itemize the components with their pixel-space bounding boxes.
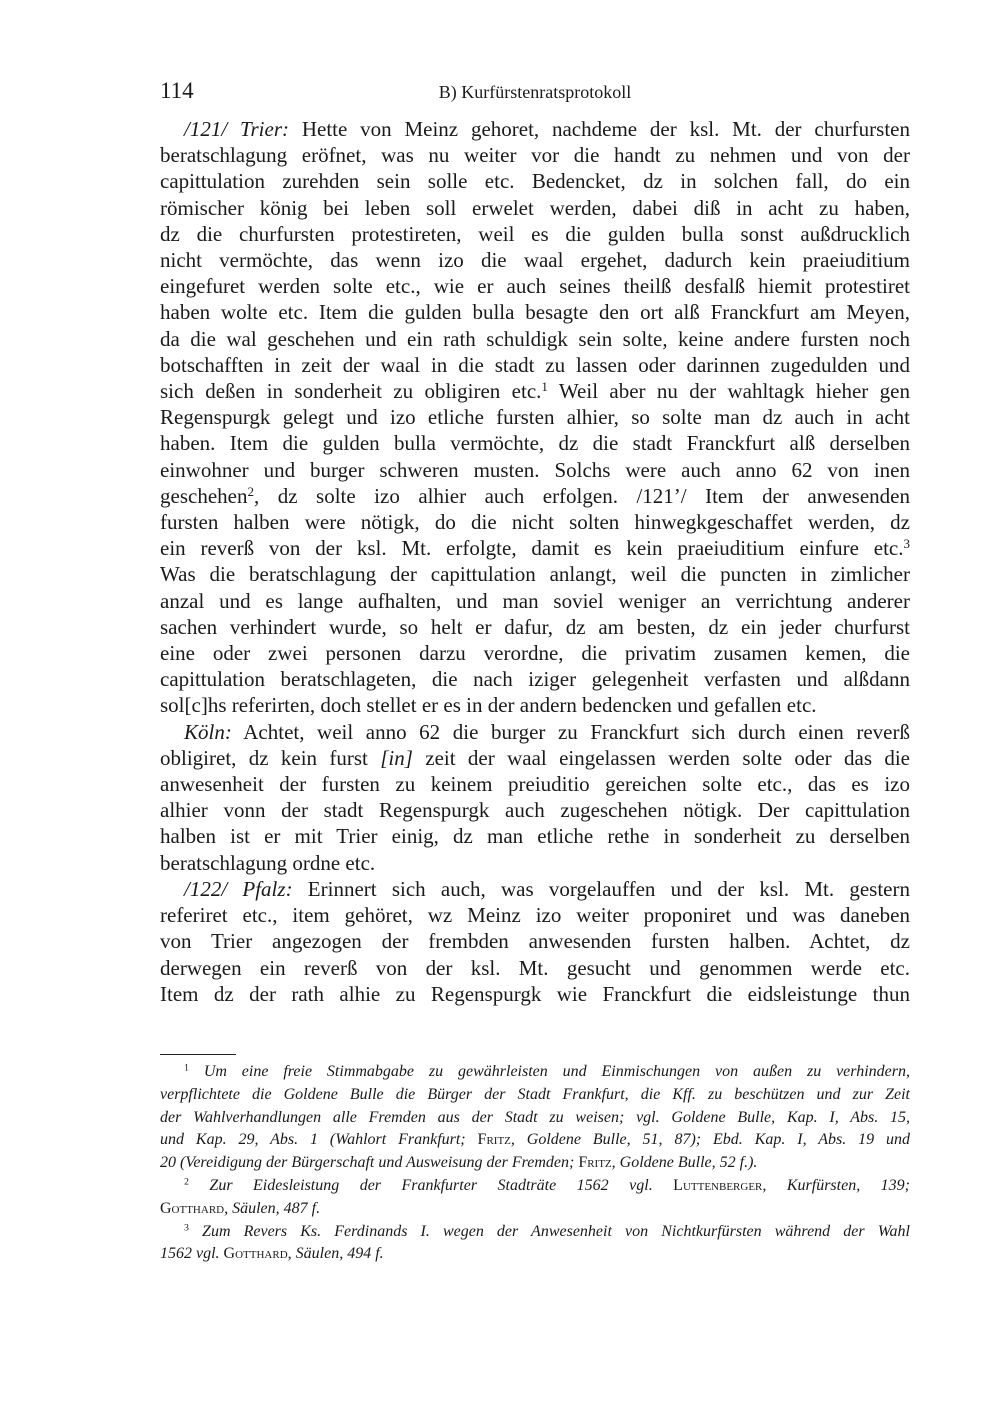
- text-segment: sachen verhindert wurde, so helt er dafur, dz am besten, dz ein jeder churfurst: [160, 614, 910, 639]
- text-segment: Gotthard: [160, 1199, 225, 1217]
- text-line: [160, 352, 910, 378]
- text-line: [160, 955, 910, 981]
- text-segment: Erinnert sich auch, was vorgelauffen und der ksl. Mt. gestern: [292, 876, 910, 901]
- text-line: [160, 719, 910, 745]
- text-segment: /121/ Trier:: [184, 117, 290, 141]
- text-segment: Fritz: [578, 1154, 612, 1172]
- page-number: 114: [160, 78, 194, 103]
- text-segment: von Trier angezogen der frembden anwesenden fursten halben. Achtet, dz: [160, 929, 910, 954]
- text-line: [160, 928, 910, 954]
- text-line: [160, 483, 910, 509]
- text-line: [160, 692, 910, 718]
- text-line: [160, 1152, 910, 1175]
- text-segment: derwegen ein reverß von der ksl. Mt. gesucht und genommen werde etc.: [160, 955, 910, 980]
- paragraph: [160, 116, 910, 719]
- text-line: [160, 666, 910, 692]
- text-segment: eine oder zwei personen darzu verordne, die privatim zusamen kemen, die: [160, 641, 910, 666]
- text-segment: Um eine freie Stimmabgabe zu gewährleisten und Einmischungen von außen zu verhindern,: [188, 1063, 910, 1080]
- footnote: [160, 1175, 910, 1221]
- text-line: [160, 116, 910, 142]
- text-line: [160, 1129, 910, 1152]
- paragraph: [160, 876, 910, 1007]
- text-line: [160, 588, 910, 614]
- text-segment: da die wal geschehen und ein rath schuldigk sein solte, keine andere fursten noch: [160, 326, 910, 351]
- text-line: [160, 823, 910, 849]
- footnote-marker: 2: [247, 483, 254, 499]
- text-segment: , Goldene Bulle, 52 f.).: [611, 1154, 758, 1172]
- text-segment: , dz solte izo alhier auch erfolgen. /121’/ Item der anwesenden: [253, 483, 910, 508]
- text-segment: , Kurfürsten, 139;: [762, 1176, 911, 1194]
- text-line: [160, 326, 910, 352]
- text-segment: , Säulen, 494 f.: [287, 1245, 384, 1263]
- text-segment: Achtet, weil anno 62 die burger zu Franckfurt sich durch einen reverß: [231, 719, 910, 744]
- text-line: [160, 1107, 910, 1130]
- text-segment: Item dz der rath alhie zu Regenspurgk wie Franckfurt die eidsleistunge thun: [160, 981, 910, 1006]
- text-line: [160, 1243, 910, 1266]
- footnote-marker: 3: [903, 536, 910, 552]
- text-line: [160, 981, 910, 1007]
- text-segment: Weil aber nu der wahltagk hieher gen: [547, 379, 910, 404]
- text-segment: und Kap. 29, Abs. 1 (Wahlort Frankfurt;: [160, 1131, 478, 1149]
- text-line: [160, 1221, 910, 1244]
- text-segment: Fritz: [477, 1131, 511, 1149]
- text-segment: zeit der waal eingelassen werden solte oder das die: [412, 745, 910, 770]
- text-line: [160, 535, 910, 561]
- text-segment: botschafften in zeit der waal in die stadt zu lassen oder darinnen zugedulden und: [160, 352, 910, 377]
- text-line: [160, 614, 910, 640]
- text-segment: beratschlagung ordne etc.: [160, 850, 376, 875]
- text-segment: , Goldene Bulle, 51, 87); Ebd. Kap. I, Abs. 19 und: [510, 1131, 911, 1149]
- footnote-marker: 2: [184, 1176, 189, 1188]
- text-segment: sol[c]hs referirten, doch stellet er es in der andern bedencken und gefallen etc.: [160, 693, 817, 718]
- main-text: [160, 116, 910, 1007]
- text-segment: [in]: [380, 745, 413, 770]
- text-segment: Hette von Meinz gehoret, nachdeme der ksl. Mt. der churfursten: [289, 117, 910, 141]
- text-segment: Luttenberger: [673, 1176, 763, 1194]
- text-segment: fursten halben were nötigk, do die nicht solten hinwegkgeschaffet werden, dz: [160, 510, 910, 535]
- text-line: [160, 797, 910, 823]
- text-line: [160, 195, 910, 221]
- text-segment: nicht vermöchte, das wenn izo die waal ergehet, dadurch kein praeiuditium: [160, 248, 910, 273]
- text-line: [160, 247, 910, 273]
- text-segment: Zum Revers Ks. Ferdinands I. wegen der Anwesenheit von Nichtkurfürsten während der Wahl: [188, 1222, 910, 1240]
- text-line: [160, 640, 910, 666]
- text-segment: halben ist er mit Trier einig, dz man etliche rethe in sonderheit zu derselben: [160, 824, 910, 849]
- text-segment: capittulation zurehden sein solle etc. Bedencket, dz in solchen fall, do ein: [160, 169, 910, 194]
- text-segment: Regenspurgk gelegt und izo etliche fursten alhier, so solte man dz auch in acht: [160, 405, 910, 430]
- text-line: [160, 771, 910, 797]
- text-segment: /122/ Pfalz:: [184, 876, 293, 901]
- footnotes: [160, 1061, 910, 1266]
- text-segment: Gotthard: [223, 1245, 288, 1263]
- text-segment: referiret etc., item gehöret, wz Meinz izo weiter proponiret und was daneben: [160, 903, 910, 928]
- text-line: [160, 142, 910, 168]
- text-line: [160, 430, 910, 456]
- text-segment: ein reverß von der ksl. Mt. erfolgte, damit es kein praeiuditium einfure etc.: [160, 536, 904, 561]
- text-segment: sich deßen in sonderheit zu obligiren etc.: [160, 379, 542, 404]
- text-line: [160, 745, 910, 771]
- text-line: [160, 876, 910, 902]
- text-line: [160, 457, 910, 483]
- text-segment: römischer könig bei leben soll erwelet werden, dabei diß in acht zu haben,: [160, 195, 910, 220]
- text-segment: der Wahlverhandlungen alle Fremden aus der Stadt zu weisen; vgl. Goldene Bulle, Kap. I, Abs. 15,: [160, 1108, 910, 1126]
- text-line: [160, 378, 910, 404]
- footnote-marker: 1: [541, 378, 548, 394]
- text-segment: alhier vonn der stadt Regenspurgk auch zugeschehen nötigk. Der capittulation: [160, 798, 910, 823]
- text-line: [160, 509, 910, 535]
- running-title: B) Kurfürstenratsprotokoll: [438, 82, 632, 102]
- footnote-marker: 1: [184, 1062, 189, 1074]
- text-line: [160, 221, 910, 247]
- text-segment: haben wolte etc. Item die gulden bulla besagte den ort alß Franckfurt am Meyen,: [160, 300, 910, 325]
- text-segment: , Säulen, 487 f.: [224, 1199, 321, 1217]
- text-segment: 1562 vgl.: [160, 1245, 224, 1263]
- text-line: [160, 1061, 910, 1084]
- text-segment: anwesenheit der fursten zu keinem preiuditio gereichen solte etc., das es izo: [160, 772, 910, 797]
- text-segment: anzal und es lange aufhalten, und man soviel weniger an verrichtung anderer: [160, 588, 910, 613]
- footnote: [160, 1061, 910, 1175]
- footnote-separator: [160, 1054, 236, 1055]
- text-segment: geschehen: [160, 483, 248, 508]
- text-line: [160, 404, 910, 430]
- text-segment: Köln:: [184, 719, 232, 744]
- text-line: [160, 902, 910, 928]
- text-line: [160, 168, 910, 194]
- text-line: [160, 1198, 910, 1221]
- text-line: [160, 1175, 910, 1198]
- text-segment: eingefuret werden solte etc., wie er auch seines theilß desfalß hiemit protestiret: [160, 274, 910, 299]
- text-line: [160, 561, 910, 587]
- text-segment: capittulation beratschlageten, die nach iziger gelegenheit verfasten und alßdann: [160, 667, 910, 692]
- text-line: [160, 273, 910, 299]
- text-segment: Zur Eidesleistung der Frankfurter Stadträte 1562 vgl.: [188, 1176, 674, 1194]
- text-segment: verpflichtete die Goldene Bulle die Bürger der Stadt Frankfurt, die Kff. zu beschützen und zur Zeit: [160, 1085, 910, 1103]
- text-segment: haben. Item die gulden bulla vermöchte, dz die stadt Franckfurt alß derselben: [160, 431, 910, 456]
- text-segment: dz die churfursten protestireten, weil es die gulden bulla sonst außdrucklich: [160, 221, 910, 246]
- footnote: [160, 1221, 910, 1267]
- text-segment: 20 (Vereidigung der Bürgerschaft und Ausweisung der Fremden;: [160, 1154, 579, 1172]
- text-segment: Was die beratschlagung der capittulation anlangt, weil die puncten in zimlicher: [160, 562, 910, 587]
- text-line: [160, 1084, 910, 1107]
- text-line: [160, 850, 910, 876]
- text-line: [160, 299, 910, 325]
- text-segment: einwohner und burger schweren musten. Solchs were auch anno 62 von inen: [160, 457, 910, 482]
- footnote-marker: 3: [184, 1222, 189, 1234]
- text-segment: beratschlagung eröfnet, was nu weiter vor die handt zu nehmen und von der: [160, 143, 910, 168]
- text-segment: obligiret, dz kein furst: [160, 745, 381, 770]
- paragraph: [160, 719, 910, 876]
